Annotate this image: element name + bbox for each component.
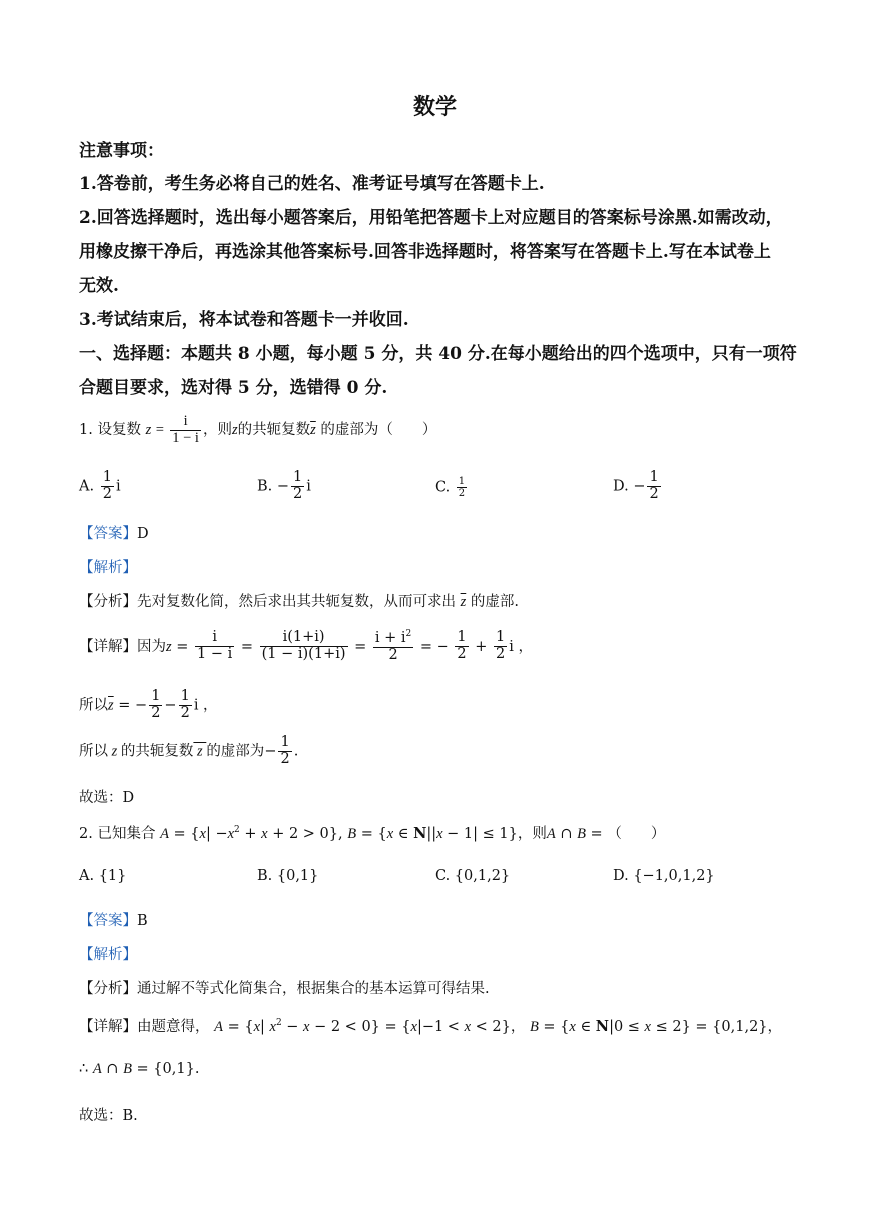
notice-item-2-line-2: 用橡皮擦干净后，再选涂其他答案标号.回答非选择题时，将答案写在答题卡上.写在本试卷上: [79, 242, 771, 262]
q1-option-c: C. $\frac{1}{2}$: [435, 476, 466, 499]
section-heading-line-2: 合题目要求，选对得 5 分，选错得 0 分.: [79, 378, 388, 398]
page-title: 数学: [412, 94, 457, 120]
answer-value: D: [137, 526, 149, 542]
q1-conclusion: 所以 z 的共轭复数 z 的虚部为− $\frac{1}{2}$ .: [79, 734, 299, 767]
q2-option-d: D. {−1,0,1,2}: [613, 868, 715, 884]
q1-choice: 故选：D: [79, 790, 135, 806]
q1-option-d: D. − $\frac{1}{2}$: [613, 469, 659, 502]
q1-detail: 【详解】因为z = $\frac{i}{1 - i}$ = $\frac{i(1+i)}{(1 - i)(1+i)}$ = $\frac{i + i^2}{2}$ = − $\frac{1}{2}$ + $\frac{1}{2}$ i ，: [79, 629, 534, 663]
q1-fenxi: 【分析】先对复数化简，然后求出其共轭复数，从而可求出 $\overline{z}$ 的虚部.: [79, 594, 519, 610]
q1-option-a: A. $\frac{1}{2}$ i: [79, 469, 121, 502]
q1-stem: 1. 设复数 z = $\frac{i}{1 - i}$ ，则z的共轭复数$\overline{z}$ 的虚部为（ ）: [79, 413, 437, 446]
q2-option-b: B. {0,1}: [257, 868, 319, 884]
q2-stem: 2. 已知集合 $A = \{x| -x^2 + x + 2 > 0\}$, B = {x ∈ N||x − 1| ≤ 1}，则A ∩ B = （ ）: [79, 825, 666, 842]
q1-option-b: B. − $\frac{1}{2}$ i: [257, 469, 311, 502]
q2-option-a: A. {1}: [79, 868, 127, 884]
answer-tag: 【答案】: [79, 526, 137, 542]
notice-item-2-line-3: 无效.: [79, 276, 119, 296]
q2-fenxi: 【分析】通过解不等式化简集合，根据集合的基本运算可得结果.: [79, 981, 490, 997]
q2-choice: 故选：B.: [79, 1108, 138, 1124]
q1-answer: [79, 522, 149, 543]
q1-conj: 所以$\overline{z}$ = − $\frac{1}{2}$ − $\frac{1}{2}$ i ，: [79, 688, 218, 721]
q1-stem-suffix: 的虚部为（ ）: [320, 421, 437, 438]
q1-stem-prefix: 1. 设复数: [79, 421, 141, 438]
notice-item-3: 3.考试结束后，将本试卷和答题卡一并收回.: [79, 310, 409, 330]
q2-analysis-tag: 【解析】: [79, 947, 137, 963]
q2-option-c: C. {0,1,2}: [435, 868, 511, 884]
notice-heading: 注意事项：: [79, 141, 164, 161]
q1-analysis-tag: 【解析】: [79, 560, 137, 576]
q2-therefore: ∴ A ∩ B = {0,1}.: [79, 1061, 200, 1077]
section-heading-line-1: 一、选择题：本题共 8 小题，每小题 5 分，共 40 分.在每小题给出的四个选项中，只有一项符: [79, 344, 797, 364]
q1-stem-mid2: 的共轭复数: [237, 421, 311, 438]
q2-answer: 【答案】B: [79, 913, 148, 929]
notice-item-1: 1.答卷前，考生务必将自己的姓名、准考证号填写在答题卡上.: [79, 174, 545, 194]
q2-detail: 【详解】由题意得， A = {x| $x^2 - x - 2 < 0\} = \{x|-1 < x < 2\}$， B = {x ∈ N|0 ≤ x ≤ 2} = {0,1,2}，: [79, 1018, 783, 1035]
q1-stem-formula: z = $\frac{i}{1 - i}$: [145, 413, 199, 446]
q1-stem-mid: ，则: [202, 421, 232, 438]
notice-item-2-line-1: 2.回答选择题时，选出每小题答案后，用铅笔把答题卡上对应题目的答案标号涂黑.如需改动，: [79, 208, 783, 228]
